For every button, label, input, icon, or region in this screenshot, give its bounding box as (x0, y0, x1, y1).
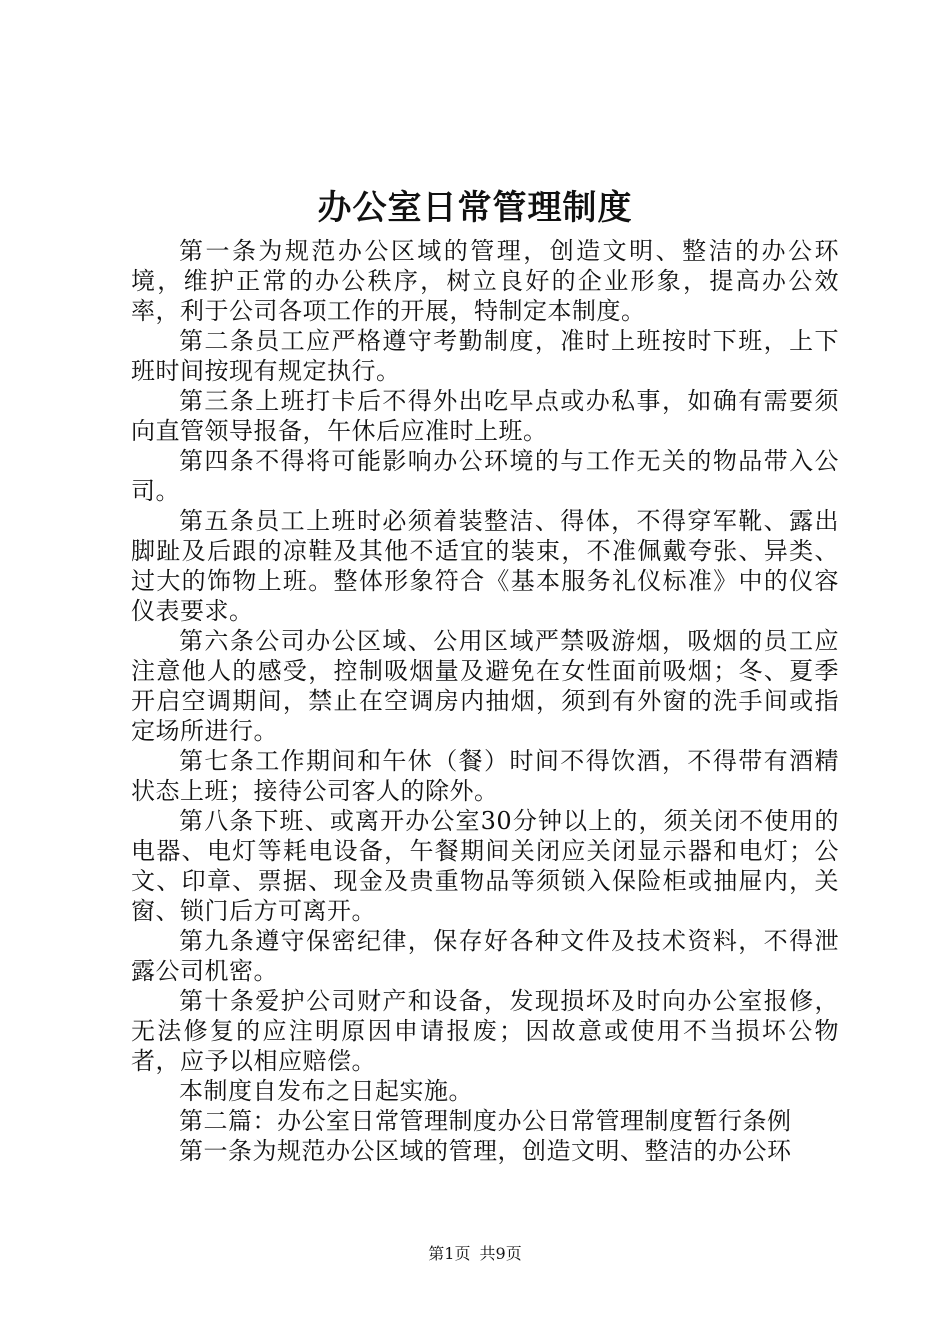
paragraph-article-10: 第十条爱护公司财产和设备，发现损坏及时向办公室报修，无法修复的应注明原因申请报废；因故意或使用不当损坏公物者，应予以相应赔偿。 (131, 987, 839, 1075)
paragraph-effective-date: 本制度自发布之日起实施。 (179, 1077, 473, 1105)
paragraph-article-6: 第六条公司办公区域、公用区域严禁吸游烟，吸烟的员工应注意他人的感受，控制吸烟量及避免在女性面前吸烟；冬、夏季开启空调期间，禁止在空调房内抽烟，须到有外窗的洗手间或指定场所进行。 (131, 627, 839, 745)
paragraph-article-7: 第七条工作期间和午休（餐）时间不得饮酒，不得带有酒精状态上班；接待公司客人的除外。 (131, 747, 839, 805)
paragraph-article-3: 第三条上班打卡后不得外出吃早点或办私事，如确有需要须向直管领导报备，午休后应准时上班。 (131, 387, 839, 445)
paragraph-article-5: 第五条员工上班时必须着装整洁、得体，不得穿军靴、露出脚趾及后跟的凉鞋及其他不适宜的装束，不准佩戴夸张、异类、过大的饰物上班。整体形象符合《基本服务礼仪标准》中的仪容仪表要求。 (131, 507, 839, 625)
page-number: 第1页 (428, 1244, 471, 1263)
page-total: 共9页 (479, 1244, 522, 1263)
paragraph-article-8: 第八条下班、或离开办公室30分钟以上的，须关闭不使用的电器、电灯等耗电设备，午餐期间关闭应关闭显示器和电灯；公文、印章、票据、现金及贵重物品等须锁入保险柜或抽屉内，关窗、锁门后方可离开。 (131, 807, 839, 925)
paragraph-part-two-heading: 第二篇：办公室日常管理制度办公日常管理制度暂行条例 (179, 1107, 792, 1135)
paragraph-article-4: 第四条不得将可能影响办公环境的与工作无关的物品带入公司。 (131, 447, 839, 505)
document-title: 办公室日常管理制度 (317, 188, 633, 228)
document-body (131, 236, 839, 1166)
paragraph-article-9: 第九条遵守保密纪律，保存好各种文件及技术资料，不得泄露公司机密。 (131, 927, 839, 985)
page-footer (0, 1242, 950, 1266)
paragraph-part-two-article-1: 第一条为规范办公区域的管理，创造文明、整洁的办公环 (179, 1137, 792, 1165)
paragraph-article-2: 第二条员工应严格遵守考勤制度，准时上班按时下班，上下班时间按现有规定执行。 (131, 327, 839, 385)
paragraph-article-1: 第一条为规范办公区域的管理，创造文明、整洁的办公环境，维护正常的办公秩序，树立良好的企业形象，提高办公效率，利于公司各项工作的开展，特制定本制度。 (131, 237, 839, 325)
